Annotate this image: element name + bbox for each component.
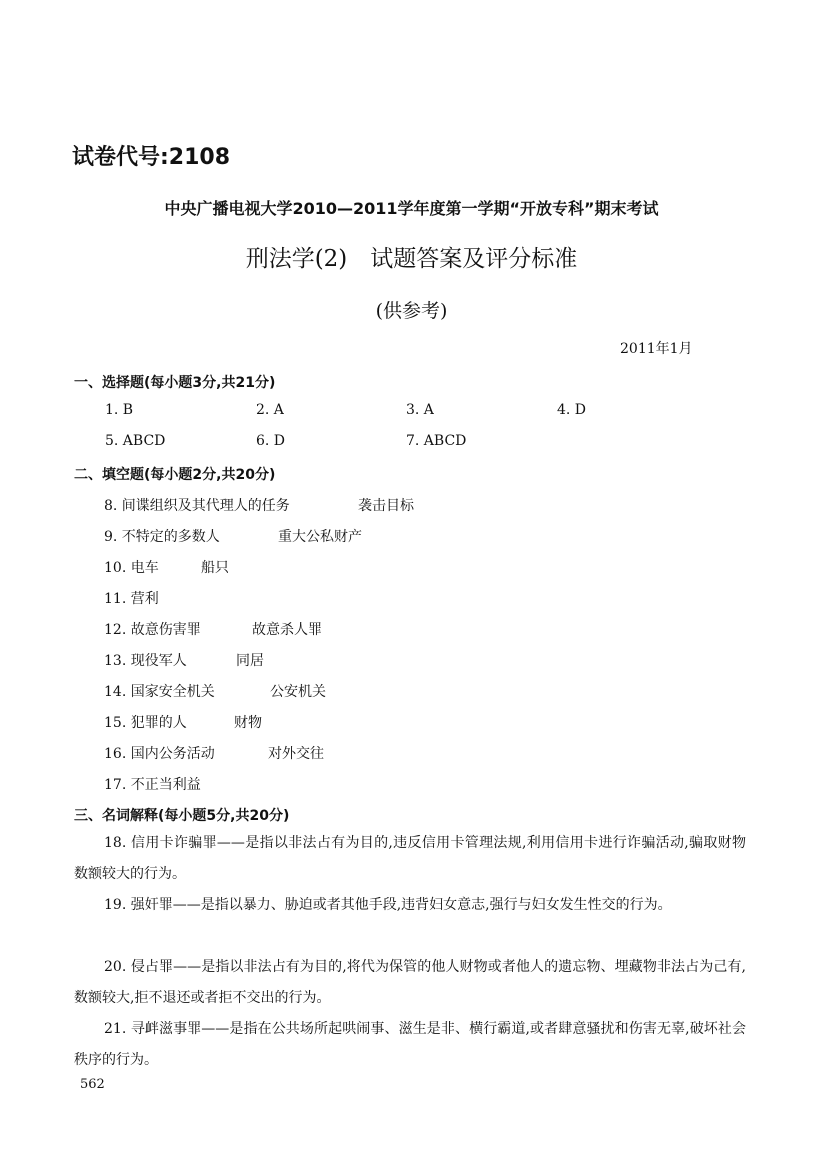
fill-answer-second: 重大公私财产 [278,529,362,545]
fill-answer-first: 16. 国内公务活动 [104,746,215,762]
fill-answer-first: 13. 现役军人 [104,653,187,669]
fill-answer-first: 15. 犯罪的人 [104,715,187,731]
choice-answer: 5. ABCD [105,433,166,449]
section-heading-choice: 一、选择题(每小题3分,共21分) [74,375,276,391]
fill-answer-first: 12. 故意伤害罪 [104,622,201,638]
fill-answer-second: 袭击目标 [358,498,414,514]
fill-answer-second: 对外交往 [268,746,324,762]
fill-answer-second: 财物 [234,715,262,731]
document-title: 刑法学(2) 试题答案及评分标准 [245,246,578,272]
fill-answer-first: 17. 不正当利益 [104,777,201,793]
section-heading-fill: 二、填空题(每小题2分,共20分) [74,467,276,483]
fill-answer-row [104,681,326,701]
fill-answer-row [104,743,324,763]
fill-answer-row [104,495,414,515]
fill-answer-first: 9. 不特定的多数人 [104,529,220,545]
fill-answer-row [104,526,362,546]
page-number: 562 [80,1077,105,1092]
fill-answer-row [104,650,264,670]
fill-answer-row [104,712,262,732]
fill-answer-second: 船只 [201,560,229,576]
term-definition: 19. 强奸罪——是指以暴力、胁迫或者其他手段,违背妇女意志,强行与妇女发生性交的行为。 [104,897,672,913]
paper-code: 试卷代号:2108 [72,145,231,170]
term-definition: 20. 侵占罪——是指以非法占有为目的,将代为保管的他人财物或者他人的遗忘物、埋藏物非法占为己有,数额较大,拒不退还或者拒不交出的行为。 [74,959,746,1006]
fill-answer-first: 10. 电车 [104,560,159,576]
exam-date: 2011年1月 [620,341,693,357]
section-heading-terms: 三、名词解释(每小题5分,共20分) [74,808,290,824]
term-definition: 21. 寻衅滋事罪——是指在公共场所起哄闹事、滋生是非、横行霸道,或者肆意骚扰和伤害无辜,破坏社会秩序的行为。 [74,1021,746,1068]
choice-answer: 6. D [256,433,286,449]
reference-note: (供参考) [375,300,448,322]
choice-answer: 4. D [557,402,587,418]
exam-title: 中央广播电视大学2010—2011学年度第一学期“开放专科”期末考试 [164,199,659,218]
choice-answer: 1. B [105,402,134,418]
fill-answer-first: 14. 国家安全机关 [104,684,215,700]
fill-answer-first: 8. 间谍组织及其代理人的任务 [104,498,290,514]
fill-answer-second: 公安机关 [270,684,326,700]
term-definition: 18. 信用卡诈骗罪——是指以非法占有为目的,违反信用卡管理法规,利用信用卡进行诈骗活动,骗取财物数额较大的行为。 [74,835,746,882]
fill-answer-second: 故意杀人罪 [252,622,322,638]
fill-answer-row [104,557,229,577]
choice-answer: 2. A [256,402,284,418]
fill-answer-row [104,774,201,794]
fill-answer-first: 11. 营利 [104,591,159,607]
choice-answer: 3. A [406,402,434,418]
choice-answer: 7. ABCD [406,433,467,449]
fill-answer-row [104,588,159,608]
fill-answer-second: 同居 [236,653,264,669]
fill-answer-row [104,619,322,639]
